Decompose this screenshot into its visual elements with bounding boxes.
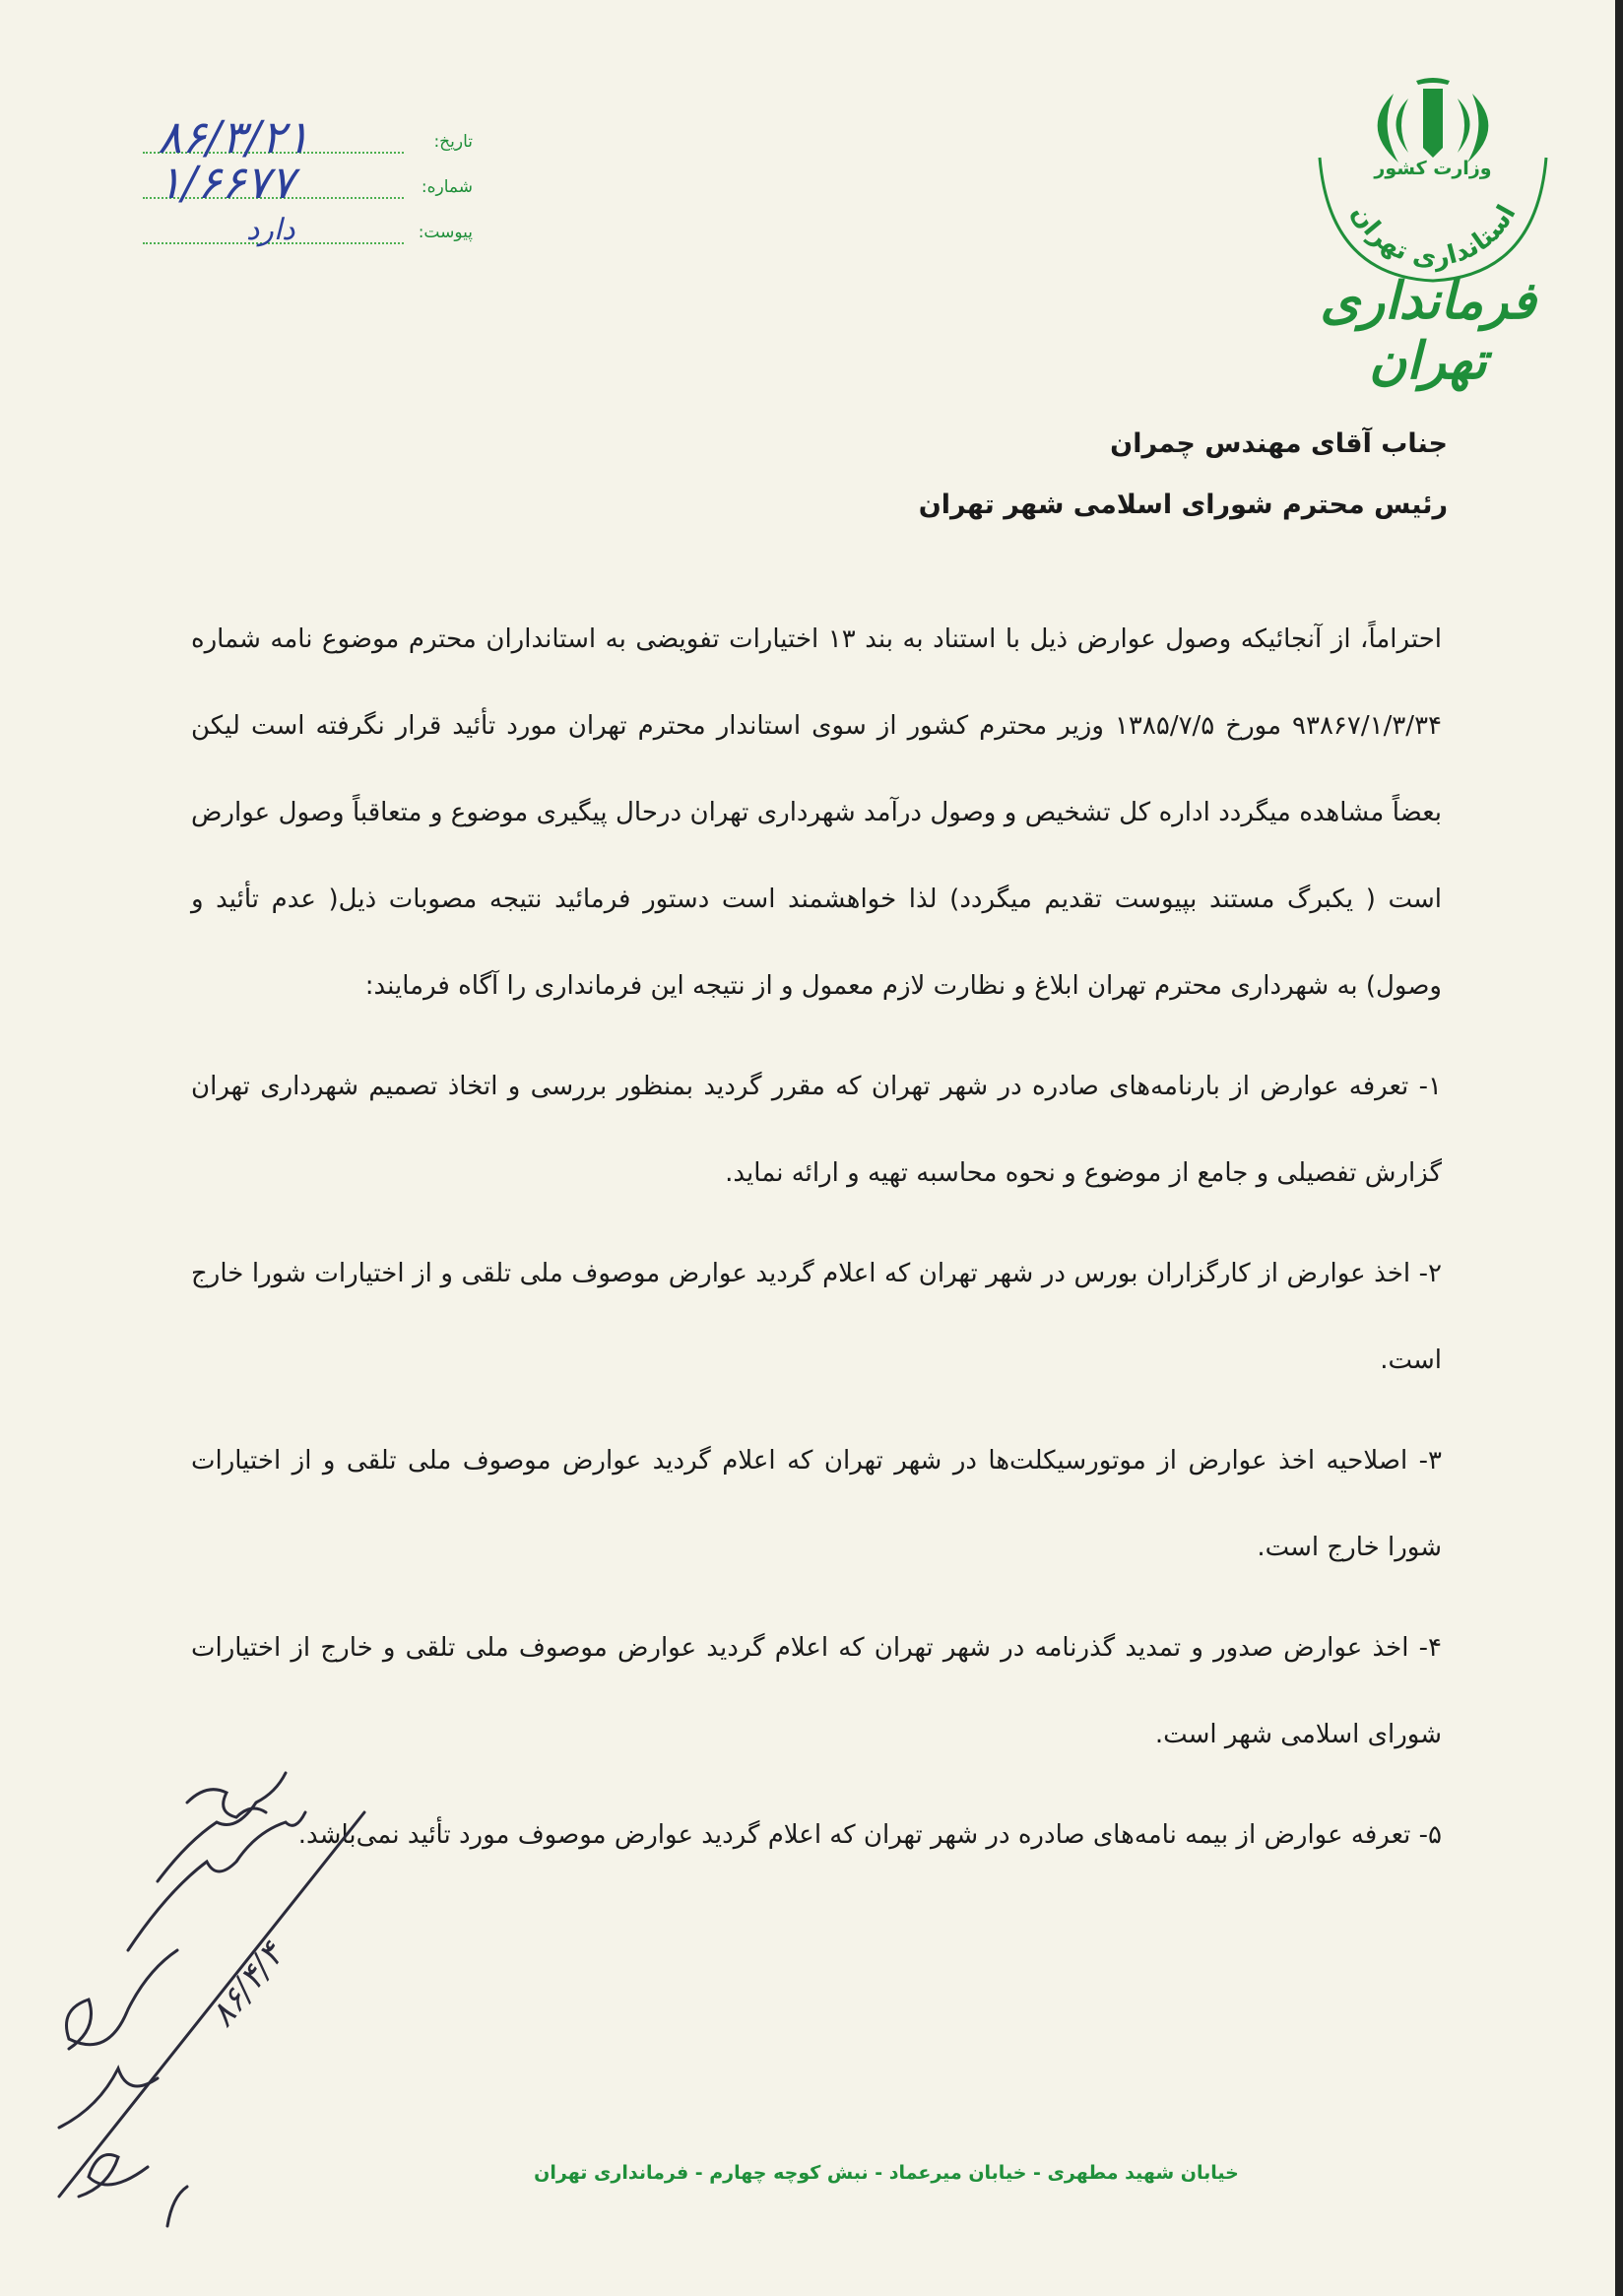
attachment-row (138, 209, 473, 254)
handwritten-signature (39, 1734, 414, 2246)
number-value: ۱/۶۶۷۷ (158, 156, 295, 209)
attachment-value: دارد (246, 213, 295, 247)
list-item: ۴- اخذ عوارض صدور و تمدید گذرنامه در شهر تهران که اعلام گردید عوارض موصوف ملی تلقی و خارج از اختیارات شورای اسلامی شهر است. (191, 1633, 1442, 1749)
date-value: ۸۶/۳/۲۱ (158, 110, 310, 164)
list-item: ۲- اخذ عوارض از کارگزاران بورس در شهر تهران که اعلام گردید عوارض موصوف ملی تلقی و از اختیارات شورا خارج است. (191, 1259, 1442, 1375)
list-item: ۱- تعرفه عوارض از بارنامه‌های صادره در شهر تهران که مقرر گردید بمنظور بررسی و اتخاذ تصمیم شهرداری تهران گزارش تفصیلی و جامع از موضوع و نحوه محاسبه تهیه و ارائه نماید. (191, 1072, 1442, 1188)
footer-address: خیابان شهید مطهری - خیابان میرعماد - نبش کوچه چهارم - فرمانداری تهران (534, 2162, 1239, 2184)
addressee-title: رئیس محترم شورای اسلامی شهر تهران (918, 490, 1448, 520)
ring-text: استانداری تهران (1344, 200, 1523, 274)
scan-edge (1615, 0, 1623, 2296)
attachment-label: پیوست: (418, 223, 473, 242)
letter-body (191, 596, 1442, 1878)
date-label: تاریخ: (433, 132, 473, 152)
number-row (138, 156, 473, 209)
addressee (919, 414, 1448, 536)
ministry-name: وزارت کشور (1374, 158, 1492, 179)
number-label: شماره: (421, 177, 473, 197)
list-item: ۳- اصلاحیه اخذ عوارض از موتورسیکلت‌ها در شهر تهران که اعلام گردید عوارض موصوف ملی تلقی و از اختیارات شورا خارج است. (191, 1446, 1442, 1562)
intro-paragraph: احتراماً، از آنجائیکه وصول عوارض ذیل با استناد به بند ۱۳ اختیارات تفویضی به استانداران محترم موضوع نامه شماره ۹۳۸۶۷/۱/۳/۳۴ مورخ ۱۳۸۵/۷/۵ وزیر محترم کشور از سوی استاندار محترم تهران مورد تأئید قرار نگرفته است لیکن بعضاً مشاهده میگردد اداره کل تشخیص و وصول درآمد شهرداری تهران درحال پیگیری موضوع و متعاقباً وصول عوارض است ( یکبرگ مستند بپیوست تقدیم میگردد) لذا خواهشمند است دستور فرمائید نتیجه مصوبات ذیل( عدم تأئید و وصول) به شهرداری محترم تهران ابلاغ و نظارت لازم معمول و از نتیجه این فرمانداری را آگاه فرمایند: (191, 624, 1443, 1001)
addressee-name: جناب آقای مهندس چمران (1110, 428, 1448, 459)
letter-meta (138, 110, 473, 254)
office-title: فرمانداری تهران (1320, 271, 1536, 391)
list-item: ۵- تعرفه عوارض از بیمه نامه‌های صادره در شهر تهران که اعلام گردید عوارض موصوف مورد تأئید نمی‌باشد. (297, 1820, 1442, 1850)
handwritten-date: ۸۶/۴/۴ (202, 1935, 292, 2035)
